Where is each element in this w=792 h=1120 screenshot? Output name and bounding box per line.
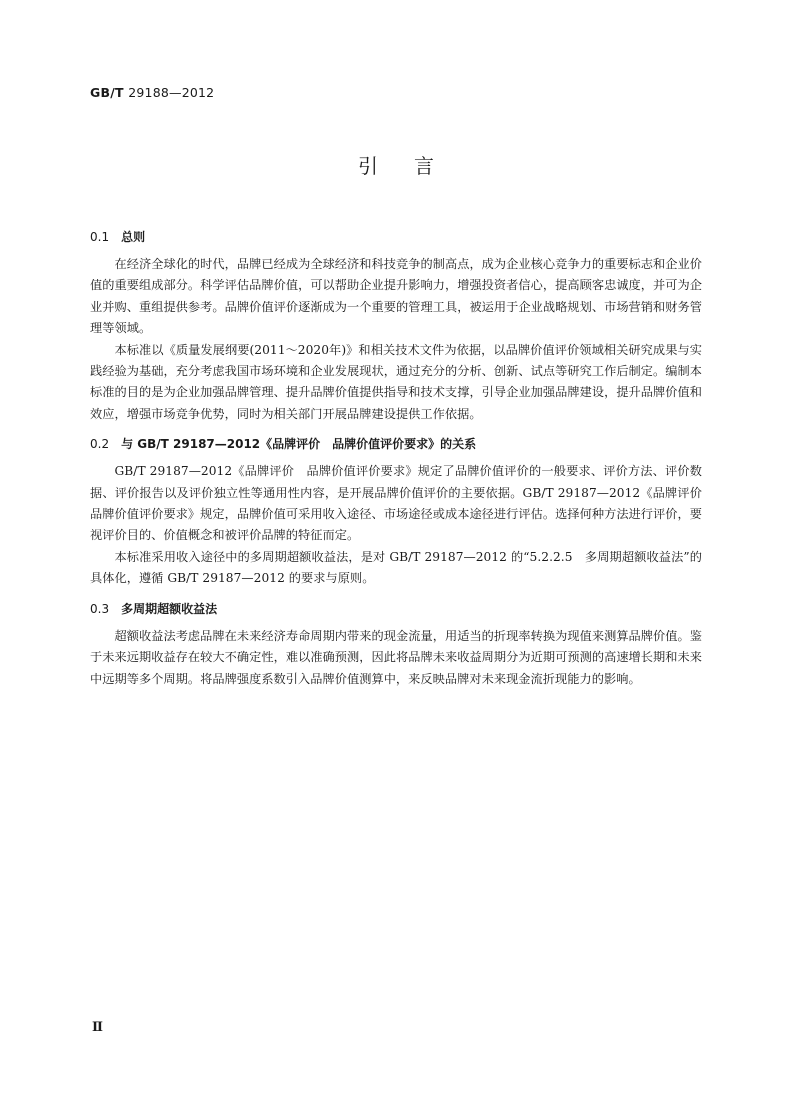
page-title: 引言 xyxy=(358,154,470,178)
section-title: 总则 xyxy=(121,230,146,244)
section-heading xyxy=(90,433,702,455)
standard-number-header xyxy=(90,85,214,100)
section-title: 与 GB/T 29187—2012《品牌评价 品牌价值评价要求》的关系 xyxy=(121,437,477,452)
section-0-1 xyxy=(90,226,702,425)
page-number: Ⅱ xyxy=(92,1020,103,1035)
section-heading xyxy=(90,226,702,248)
paragraph: 本标准以《质量发展纲要(2011～2020年)》和相关技术文件为依据，以品牌价值评价领域相关研究成果与实践经验为基础，充分考虑我国市场环境和企业发展现状，通过充分的分析、创新、试点等研究工作后制定。编制本标准的目的是为企业加强品牌管理、提升品牌价值提供指导和技术支撑，引导企业加强品牌建设，提升品牌价值和效应，增强市场竞争优势，同时为相关部门开展品牌建设提供工作依据。 xyxy=(90,342,702,421)
section-0-3 xyxy=(90,598,702,690)
document-body xyxy=(90,226,715,698)
section-number: 0.1 xyxy=(90,230,110,244)
paragraph: 在经济全球化的时代，品牌已经成为全球经济和科技竞争的制高点，成为企业核心竞争力的重要标志和企业价值的重要组成部分。科学评估品牌价值，可以帮助企业提升影响力，增强投资者信心，提高顾客忠诚度，并可为企业并购、重组提供参考。品牌价值评价逐渐成为一个重要的管理工具，被运用于企业战略规划、市场营销和财务管理等领域。 xyxy=(90,257,702,336)
standard-prefix: GB/T xyxy=(90,85,124,100)
standard-number: 29188—2012 xyxy=(128,85,215,100)
section-0-2 xyxy=(90,433,715,589)
paragraph: GB/T 29187—2012《品牌评价 品牌价值评价要求》规定了品牌价值评价的一般要求、评价方法、评价数据、评价报告以及评价独立性等通用性内容，是开展品牌价值评价的主要依据。GB/T 29187—2012《品牌评价 品牌价值评价要求》规定，品牌价值可采用收入途径、市场途径或成本途径进行评估。选择何种方法进行评价，要视评价目的、价值概念和被评价品牌的特征而定。 xyxy=(90,464,715,543)
section-title: 多周期超额收益法 xyxy=(121,601,218,616)
section-number: 0.2 xyxy=(90,437,110,452)
paragraph: 超额收益法考虑品牌在未来经济寿命周期内带来的现金流量，用适当的折现率转换为现值来测算品牌价值。鉴于未来远期收益存在较大不确定性，难以准确预测，因此将品牌未来收益周期分为近期可预测的高速增长期和未来中远期等多个周期。将品牌强度系数引入品牌价值测算中，来反映品牌对未来现金流折现能力的影响。 xyxy=(90,628,702,686)
paragraph: 本标准采用收入途径中的多周期超额收益法，是对 GB/T 29187—2012 的“5.2.2.5 多周期超额收益法”的具体化，遵循 GB/T 29187—2012 的要求与原则。 xyxy=(90,549,702,586)
section-number: 0.3 xyxy=(90,601,110,616)
section-heading xyxy=(90,598,702,620)
